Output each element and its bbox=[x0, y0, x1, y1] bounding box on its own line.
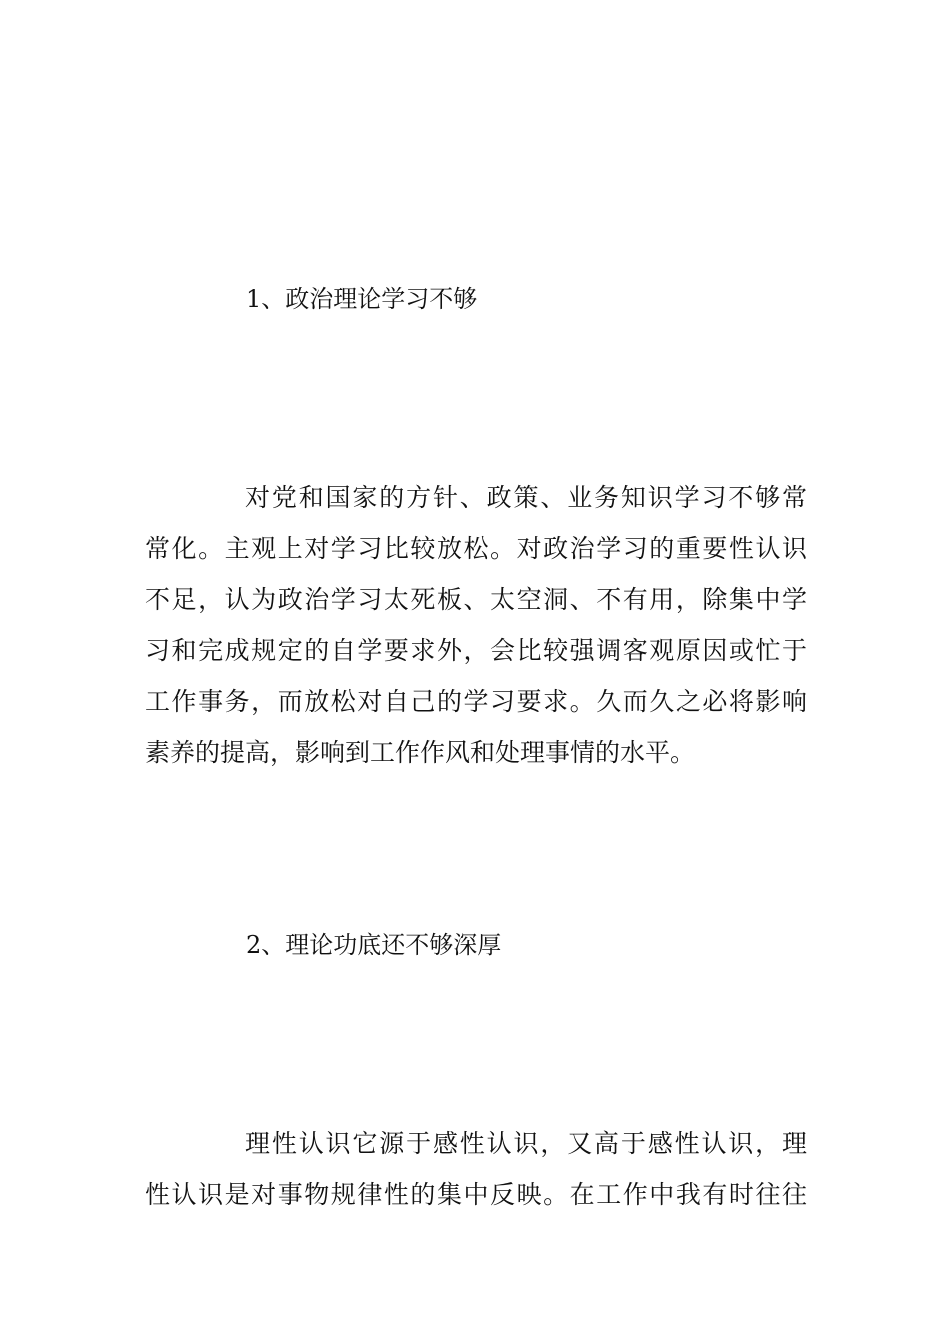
paragraph-line: 理性认识它源于感性认识，又高于感性认识，理 bbox=[245, 1129, 807, 1158]
paragraph-line: 工作事务，而放松对自己的学习要求。久而久之必将影响 bbox=[145, 687, 807, 716]
paragraph-line: 性认识是对事物规律性的集中反映。在工作中我有时往往 bbox=[145, 1180, 807, 1209]
section-heading-2: 2、理论功底还不够深厚 bbox=[246, 931, 502, 959]
section-heading-1: 1、政治理论学习不够 bbox=[246, 285, 478, 313]
section-paragraph-1 bbox=[145, 472, 807, 778]
paragraph-line: 不足，认为政治学习太死板、太空洞、不有用，除集中学 bbox=[145, 585, 807, 614]
section-paragraph-2 bbox=[145, 1118, 807, 1220]
paragraph-line: 素养的提高，影响到工作作风和处理事情的水平。 bbox=[145, 738, 696, 767]
paragraph-line: 常化。主观上对学习比较放松。对政治学习的重要性认识 bbox=[145, 534, 807, 563]
paragraph-line: 对党和国家的方针、政策、业务知识学习不够常 bbox=[245, 483, 807, 512]
paragraph-line: 习和完成规定的自学要求外，会比较强调客观原因或忙于 bbox=[145, 636, 807, 665]
